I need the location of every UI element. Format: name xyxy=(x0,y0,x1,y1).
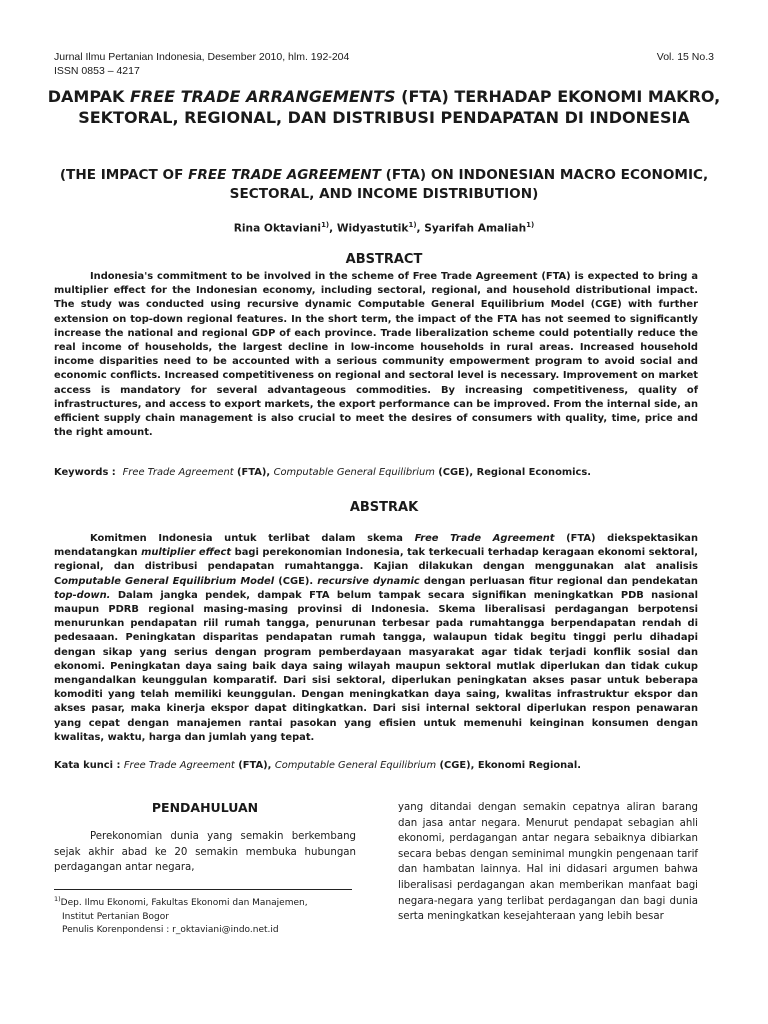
author-name: Rina Oktaviani xyxy=(233,222,322,235)
volume-number: Vol. 15 No.3 xyxy=(656,51,714,63)
intro-left-column: Perekonomian dunia yang semakin berkembang sejak akhir abad ke 20 semakin membuka hubungan perdagangan antar negara, xyxy=(54,831,356,873)
title-italic: FREE TRADE ARRANGEMENTS xyxy=(129,87,396,106)
abstrak-text: Komitmen Indonesia untuk terlibat dalam skema Free Trade Agreement (FTA) diekspektasikan mendatangkan multiplier effect bagi perekonomian Indonesia, tak terkecuali terhadap keragaan ekonomi sektoral, regional, dan distribusi pendapatan rumahtangga. Kajian dilakukan dengan menggunakan alat analisis Computable General Equilibrium Model (CGE). recursive dynamic dengan perluasan fitur regional dan pendekatan top-down. Dalam jangka pendek, dampak FTA belum tampak secara signifikan meningkatkan PDB nasional maupun PDRB regional masing-masing provinsi di Indonesia. Skema liberalisasi perdagangan berpotensi menurunkan pendapatan riil rumah tangga, penurunan terbesar pada rumahtangga berpendapatan rendah di pedesaaan. Peningkatan disparitas pendapatan rumah tangga, walaupun tidak begitu tinggi perlu dihadapi dengan sikap yang serius dengan program pemberdayaan masyarakat agar tidak terjadi konflik sosial dan ekonomi. Peningkatan daya saing baik daya saing wilayah maupun sektoral mutlak diperlukan dan tidak cukup mengandalkan keunggulan komparatif. Dari sisi sektoral, diperlukan peningkatan akses pasar untuk beberapa komoditi yang telah memiliki keunggulan. Dengan meningkatkan daya saing, kwalitas infrastruktur ekspor dan akses pasar, maka kinerja ekspor dapat ditingkatkan. Dari sisi internal sektoral diperlukan respon penawaran yang cepat dengan manajemen rantai pasokan yang efisien untuk memenuhi keinginan konsumen dengan kwalitas, waktu, harga dan jumlah yang tepat. xyxy=(54,533,698,743)
keywords: Keywords : Free Trade Agreement (FTA), Computable General Equilibrium (CGE), Regional Economics. xyxy=(54,467,592,478)
english-title: (THE IMPACT OF FREE TRADE AGREEMENT (FTA) ON INDONESIAN MACRO ECONOMIC, SECTORAL, AND INCOME DISTRIBUTION) xyxy=(59,167,709,202)
footnote-divider xyxy=(54,889,352,890)
kata-kunci: Kata kunci : Free Trade Agreement (FTA), Computable General Equilibrium (CGE), Ekonomi Regional. xyxy=(54,760,581,771)
section-heading-pendahuluan: PENDAHULUAN xyxy=(151,800,259,815)
abstrak-heading: ABSTRAK xyxy=(349,500,419,515)
paper-title: DAMPAK FREE TRADE ARRANGEMENTS (FTA) TERHADAP EKONOMI MAKRO, SEKTORAL, REGIONAL, DAN DISTRIBUSI PENDAPATAN DI INDONESIA xyxy=(47,87,721,127)
subtitle-italic: FREE TRADE AGREEMENT xyxy=(188,167,381,183)
footnote: $^{1)}$Dep. Ilmu Ekonomi, Fakultas Ekonomi dan Manajemen, Institut Pertanian Bogor Penulis Korenpondensi : r_oktaviani@indo.net.id xyxy=(54,895,308,936)
running-header xyxy=(54,50,714,78)
author-name: , Syarifah Amaliah xyxy=(416,222,527,235)
abstract-heading: ABSTRACT xyxy=(345,252,423,267)
author-name: , Widyastutik xyxy=(329,222,409,235)
author-list: Rina Oktaviani$^{1)}$, Widyastutik$^{1)}$, Syarifah Amaliah$^{1)}$ xyxy=(233,221,535,235)
intro-right-column: yang ditandai dengan semakin cepatnya aliran barang dan jasa antar negara. Menurut pendapat sebagian ahli ekonomi, perdagangan antar negara sebaiknya dibiarkan secara bebas dengan seminimal mungkin pengenaan tarif dan hambatan lainnya. Hal ini didasari argumen bahwa liberalisasi perdagangan akan memberikan manfaat bagi negara-negara yang terlibat perdagangan dan bagi dunia serta meningkatkan kesejahteraan yang lebih besar xyxy=(398,802,698,923)
issn: ISSN 0853 – 4217 xyxy=(54,65,140,77)
abstract-text: Indonesia's commitment to be involved in the scheme of Free Trade Agreement (FTA) is expected to bring a multiplier effect for the Indonesian economy, including sectoral, regional, and household distributional impact. The study was conducted using recursive dynamic Computable General Equilibrium Model (CGE) with further extension on top-down regional features. In the short term, the impact of the FTA has not seemed to significantly increase the national and regional GDP of each province. Trade liberalization scheme could potentially reduce the real income of households, the largest decline in low-income households in rural areas. Increased household income disparities need to be accounted with a serious community empowerment program to avoid social and economic conflicts. Increased competitiveness on regional and sectoral level is necessary. Improvement on market access is mandatory for several advantageous commodities. By increasing competitiveness, quality of infrastructures, and access to export markets, the export performance can be improved. From the internal side, an efficient supply chain management is also crucial to meet the desires of consumers with quality, time, price and the right amount. xyxy=(54,271,698,439)
journal-citation: Jurnal Ilmu Pertanian Indonesia, Desember 2010, hlm. 192-204 xyxy=(54,51,350,63)
